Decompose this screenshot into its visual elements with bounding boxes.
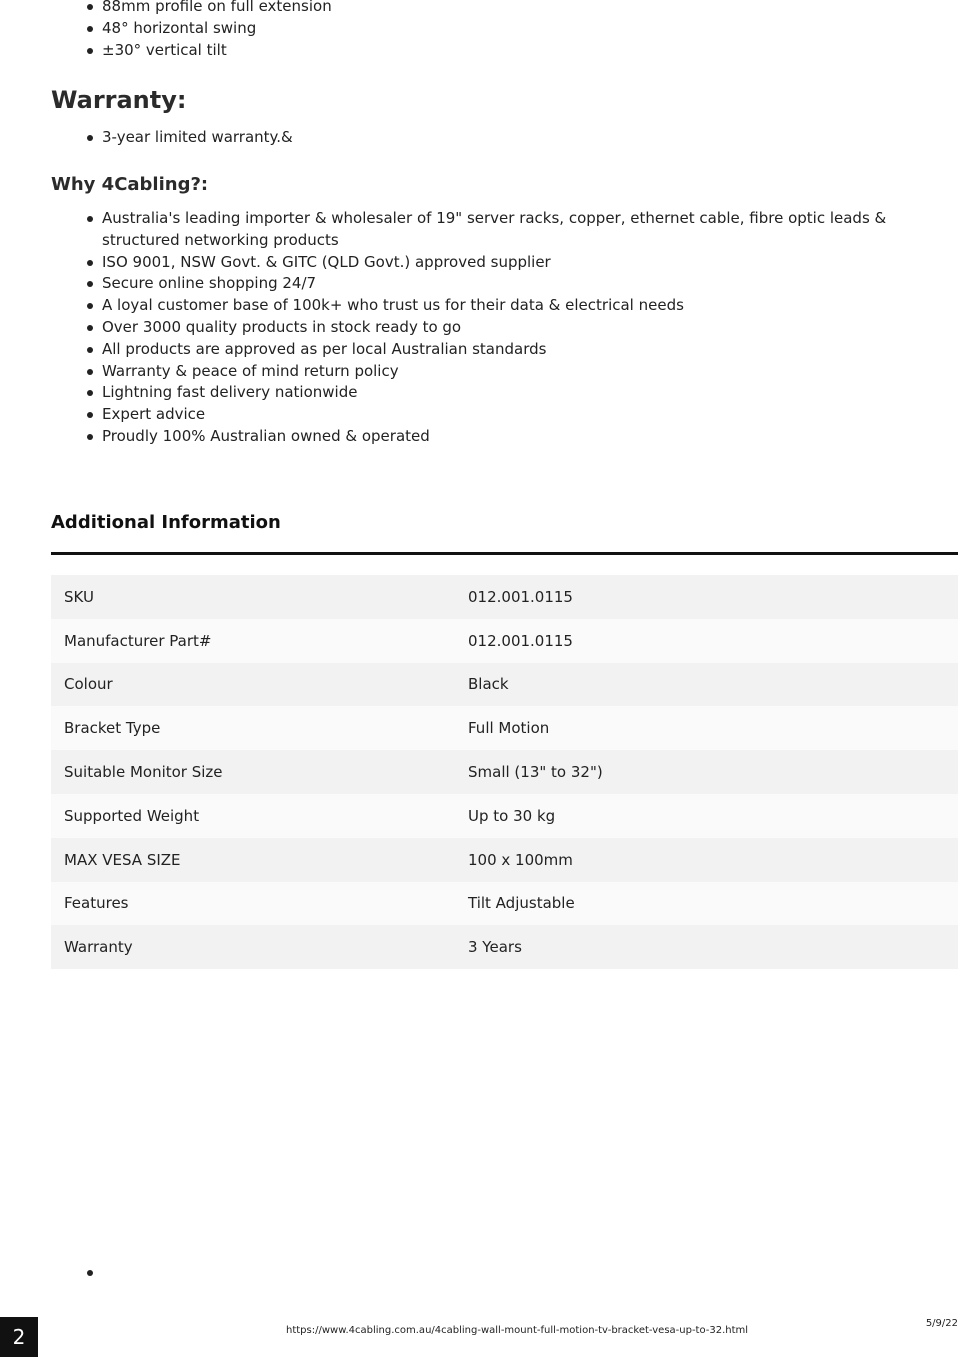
row-value: Tilt Adjustable — [468, 894, 575, 913]
table-row — [51, 619, 958, 663]
empty-list-bullet — [87, 1270, 93, 1276]
table-row — [51, 882, 958, 926]
list-item: 48° horizontal swing — [0, 18, 960, 40]
row-value: 012.001.0115 — [468, 587, 573, 606]
section-divider — [51, 552, 958, 555]
additional-information-table — [51, 575, 958, 969]
list-item: Warranty & peace of mind return policy — [0, 361, 912, 383]
list-item: Expert advice — [0, 404, 912, 426]
page-number: 2 — [0, 1317, 38, 1357]
footer-date: 5/9/22 — [925, 1318, 958, 1329]
list-item: 3-year limited warranty.& — [0, 127, 960, 149]
row-value: 100 x 100mm — [468, 850, 573, 869]
row-label: Bracket Type — [64, 719, 161, 738]
list-item: 88mm profile on full extension — [0, 0, 960, 18]
table-row — [51, 925, 958, 969]
list-item: Australia's leading importer & wholesaler of 19" server racks, copper, ethernet cable, fibre optic leads & structured networking products — [0, 208, 912, 252]
row-label: Manufacturer Part# — [64, 631, 212, 650]
warranty-heading: Warranty: — [51, 86, 187, 114]
table-row — [51, 794, 958, 838]
row-label: Features — [64, 894, 129, 913]
row-value: Full Motion — [468, 719, 550, 738]
list-item: ±30° vertical tilt — [0, 40, 960, 62]
row-label: Colour — [64, 675, 113, 694]
row-label: SKU — [64, 587, 94, 606]
why-heading: Why 4Cabling?: — [51, 174, 209, 195]
list-item: Proudly 100% Australian owned & operated — [0, 426, 912, 448]
warranty-list — [0, 127, 960, 149]
row-value: Up to 30 kg — [468, 806, 556, 825]
list-item: Secure online shopping 24/7 — [0, 273, 912, 295]
row-value: 012.001.0115 — [468, 631, 573, 650]
list-item: ISO 9001, NSW Govt. & GITC (QLD Govt.) approved supplier — [0, 252, 912, 274]
why-list — [0, 208, 912, 448]
list-item: Lightning fast delivery nationwide — [0, 382, 912, 404]
table-row — [51, 706, 958, 750]
list-item: All products are approved as per local Australian standards — [0, 339, 912, 361]
table-row — [51, 750, 958, 794]
row-value: Small (13" to 32") — [468, 763, 603, 782]
footer-url: https://www.4cabling.com.au/4cabling-wall-mount-full-motion-tv-bracket-vesa-up-to-32.html — [286, 1325, 749, 1336]
additional-information-heading: Additional Information — [51, 512, 281, 533]
list-item: Over 3000 quality products in stock ready to go — [0, 317, 912, 339]
row-value: Black — [468, 675, 509, 694]
row-label: Suitable Monitor Size — [64, 763, 223, 782]
table-row — [51, 838, 958, 882]
list-item: A loyal customer base of 100k+ who trust us for their data & electrical needs — [0, 295, 912, 317]
row-label: Warranty — [64, 938, 133, 957]
spec-list — [0, 0, 960, 61]
table-row — [51, 575, 958, 619]
row-value: 3 Years — [468, 938, 522, 957]
row-label: Supported Weight — [64, 806, 200, 825]
table-row — [51, 663, 958, 707]
row-label: MAX VESA SIZE — [64, 850, 181, 869]
